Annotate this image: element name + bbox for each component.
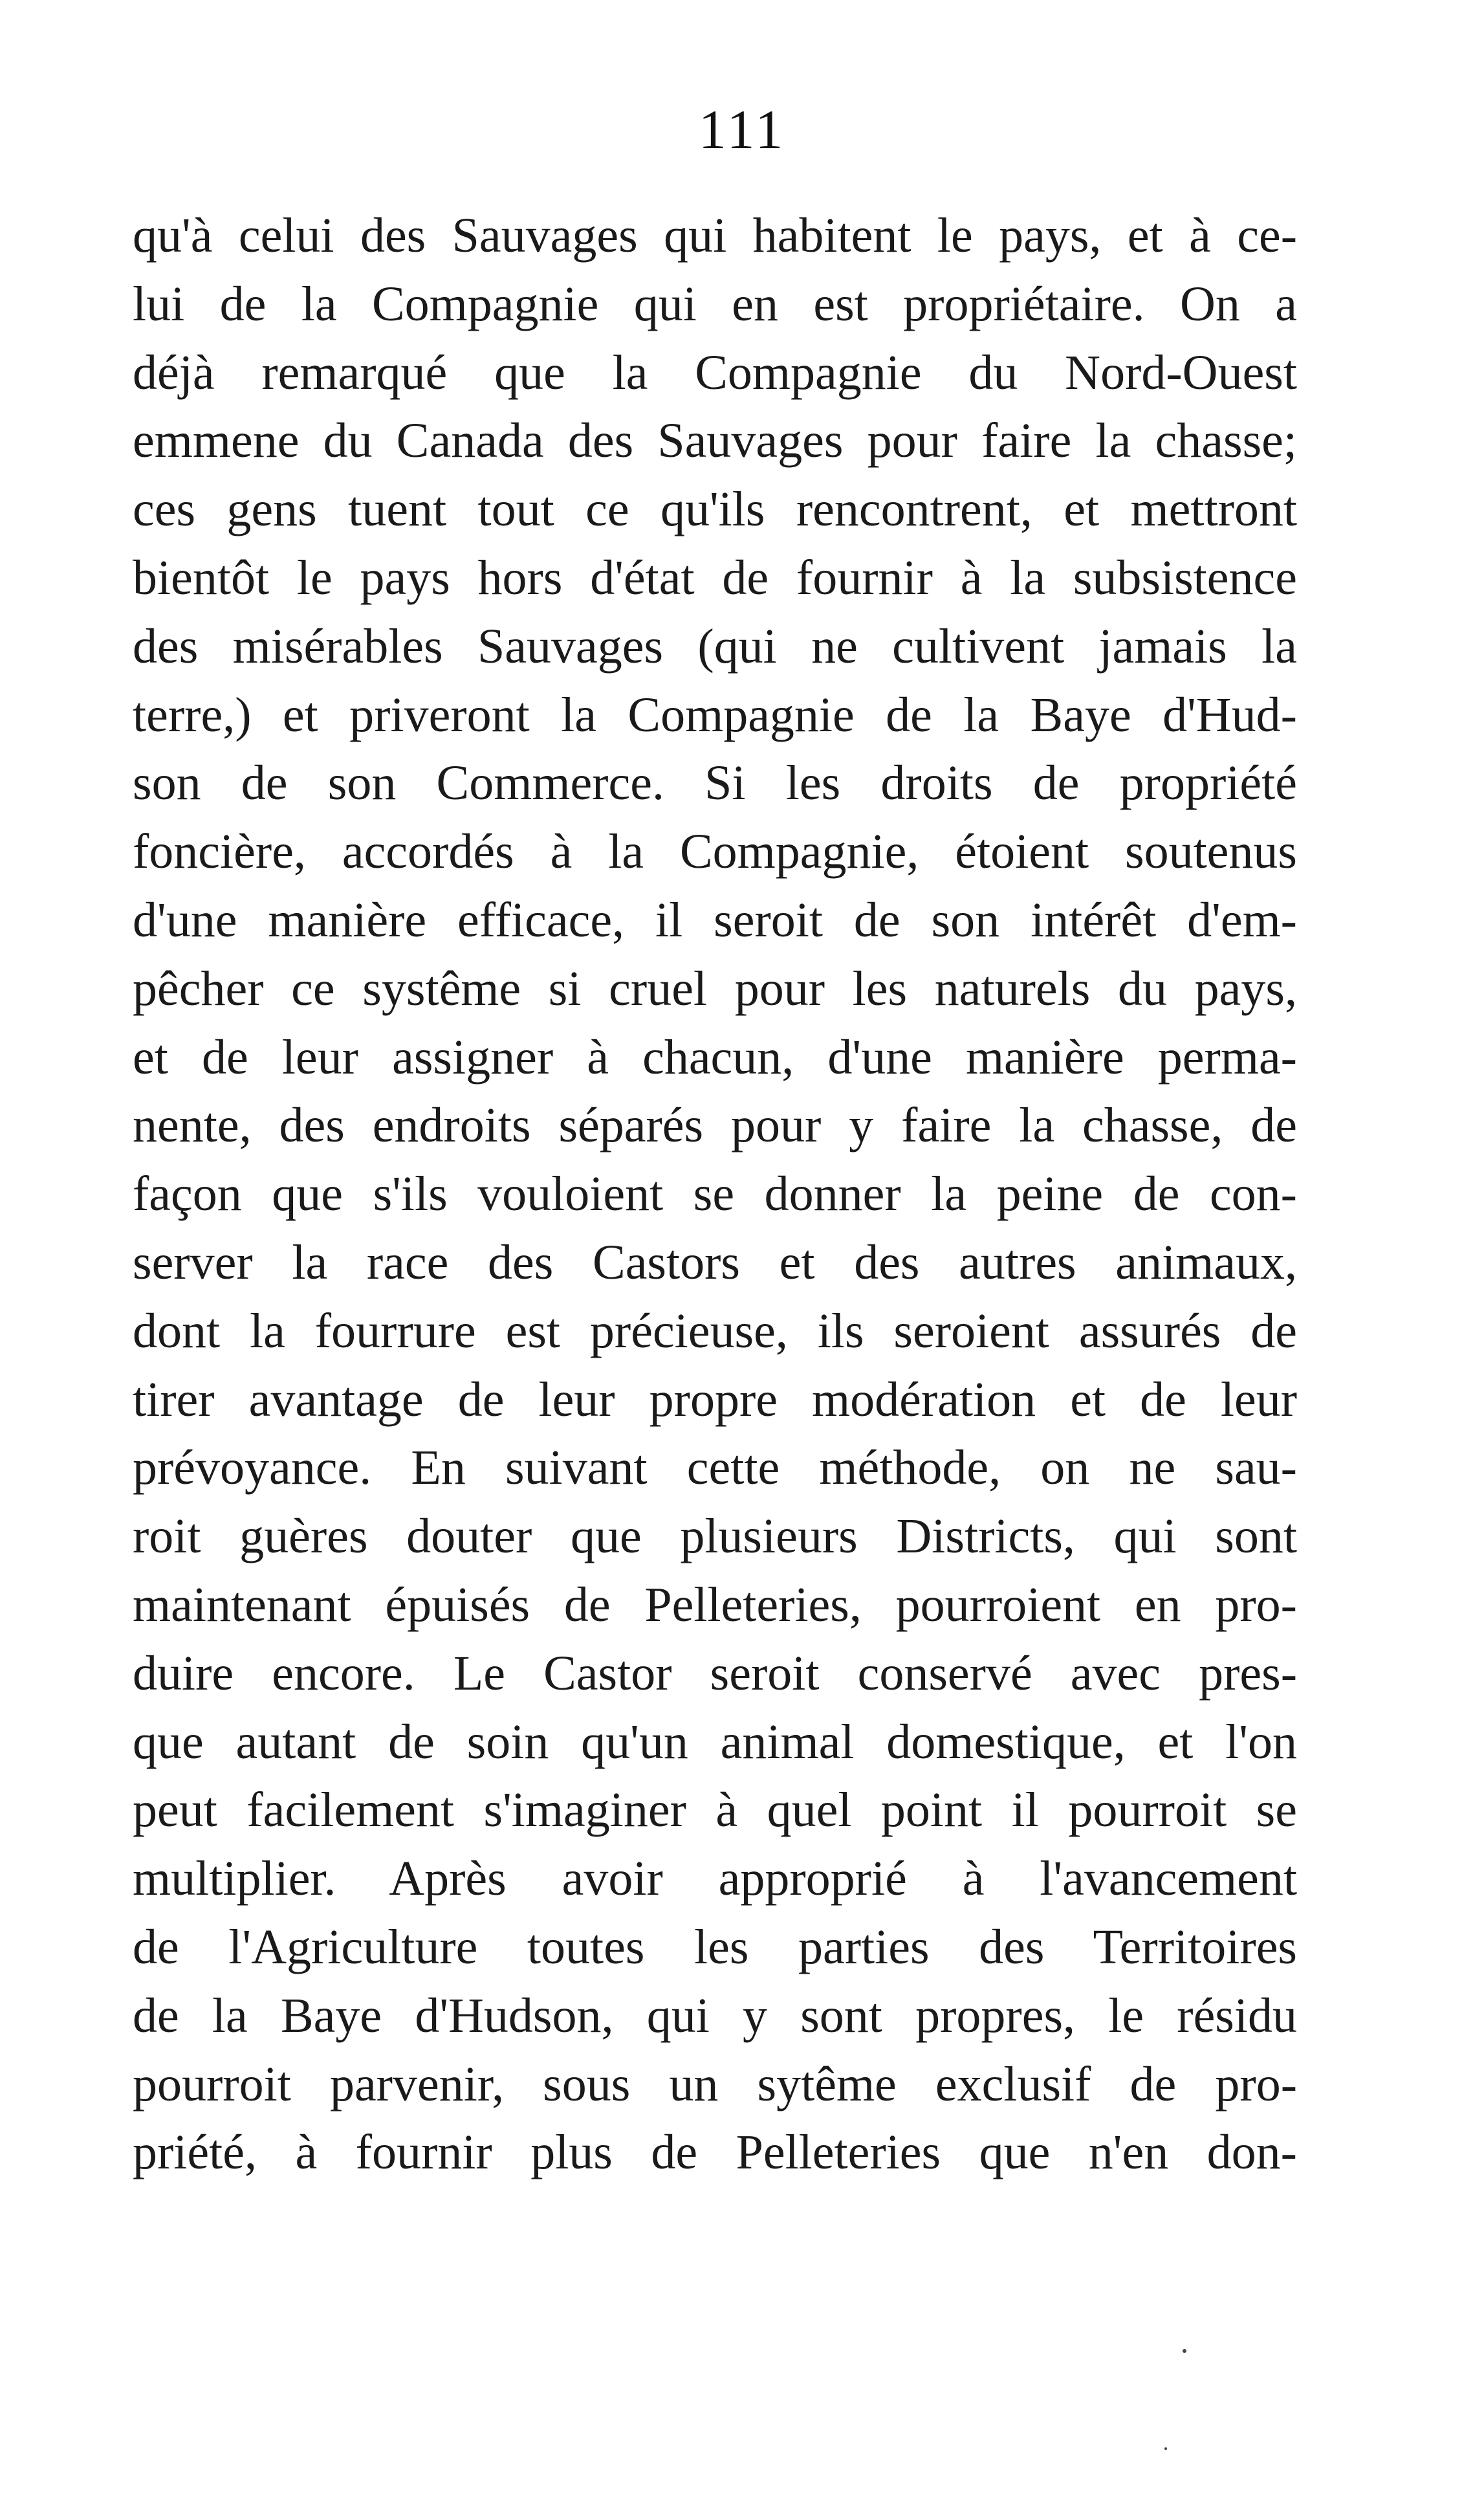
- text-line: pêcher ce systême si cruel pour les naturels du pays,: [133, 961, 1297, 1016]
- text-line: pourroit parvenir, sous un sytême exclusif de pro-: [133, 2056, 1297, 2112]
- text-line: server la race des Castors et des autres animaux,: [133, 1235, 1297, 1290]
- text-line: façon que s'ils vouloient se donner la peine de con-: [133, 1167, 1297, 1222]
- text-line: emmene du Canada des Sauvages pour faire la chasse;: [133, 413, 1297, 469]
- ink-speck: [1164, 2447, 1167, 2450]
- text-line: foncière, accordés à la Compagnie, étoient soutenus: [133, 824, 1297, 879]
- text-line: multiplier. Après avoir approprié à l'avancement: [133, 1851, 1297, 1906]
- text-line: roit guères douter que plusieurs Districts, qui sont: [133, 1509, 1297, 1564]
- text-line: lui de la Compagnie qui en est propriétaire. On a: [133, 276, 1297, 331]
- text-line: que autant de soin qu'un animal domestique, et l'on: [133, 1714, 1297, 1769]
- text-line: ces gens tuent tout ce qu'ils rencontrent, et mettront: [133, 482, 1297, 537]
- text-line: et de leur assigner à chacun, d'une manière perma-: [133, 1030, 1297, 1085]
- text-line: de la Baye d'Hudson, qui y sont propres, le résidu: [133, 1988, 1297, 2043]
- ink-speck: [1183, 2349, 1186, 2353]
- text-line: terre,) et priveront la Compagnie de la Baye d'Hud-: [133, 687, 1297, 742]
- text-line: duire encore. Le Castor seroit conservé avec pres-: [133, 1646, 1297, 1701]
- text-line: priété, à fournir plus de Pelleteries que n'en don-: [133, 2125, 1297, 2180]
- text-line: maintenant épuisés de Pelleteries, pourroient en pro-: [133, 1577, 1297, 1632]
- text-line: dont la fourrure est précieuse, ils seroient assurés de: [133, 1303, 1297, 1358]
- text-line: déjà remarqué que la Compagnie du Nord-Ouest: [133, 345, 1297, 400]
- text-line: bientôt le pays hors d'état de fournir à la subsistence: [133, 550, 1297, 605]
- text-line: des misérables Sauvages (qui ne cultivent jamais la: [133, 619, 1297, 674]
- text-line: nente, des endroits séparés pour y faire la chasse, de: [133, 1098, 1297, 1153]
- text-line: son de son Commerce. Si les droits de propriété: [133, 756, 1297, 811]
- body-text: [133, 202, 1297, 2187]
- text-line: d'une manière efficace, il seroit de son intérêt d'em-: [133, 892, 1297, 947]
- page-number: 111: [698, 98, 786, 160]
- text-line: de l'Agriculture toutes les parties des Territoires: [133, 1919, 1297, 1974]
- text-line: tirer avantage de leur propre modération et de leur: [133, 1372, 1297, 1427]
- text-line: peut facilement s'imaginer à quel point il pourroit se: [133, 1783, 1297, 1838]
- text-line: qu'à celui des Sauvages qui habitent le pays, et à ce-: [133, 208, 1297, 263]
- text-line: prévoyance. En suivant cette méthode, on ne sau-: [133, 1440, 1297, 1495]
